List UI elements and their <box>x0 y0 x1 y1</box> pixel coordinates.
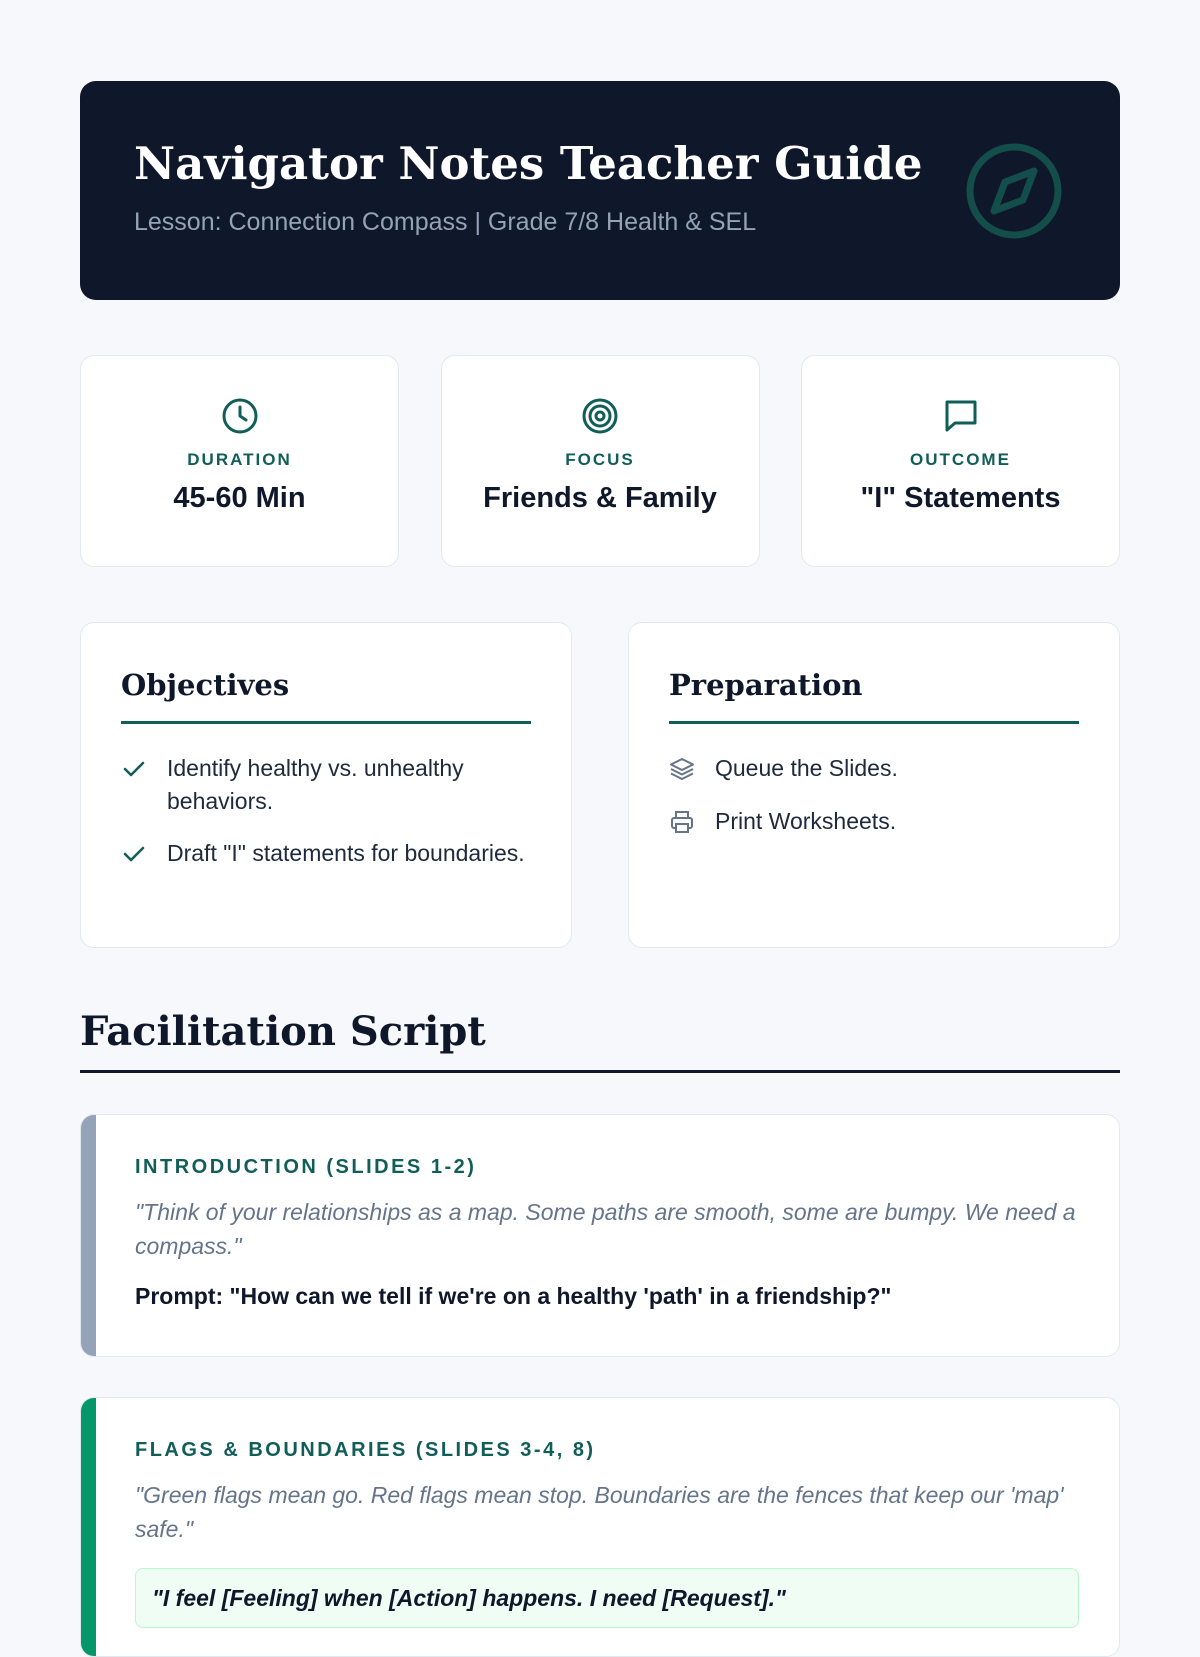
stat-value: 45-60 Min <box>173 482 306 514</box>
script-label: FLAGS & BOUNDARIES (SLIDES 3-4, 8) <box>135 1439 596 1461</box>
objectives-title: Objectives <box>121 665 531 724</box>
objective-text: Draft "I" statements for boundaries. <box>167 840 525 866</box>
facilitation-title: Facilitation Script <box>80 1008 1120 1073</box>
page-title: Navigator Notes Teacher Guide <box>134 137 923 190</box>
stat-outcome <box>801 355 1120 567</box>
stat-duration <box>80 355 399 567</box>
compass-icon <box>965 142 1063 240</box>
objectives-list <box>121 752 531 870</box>
printer-icon <box>669 809 695 835</box>
script-quote: "Think of your relationships as a map. Some paths are smooth, some are bumpy. We need a compass." <box>135 1199 1076 1259</box>
facilitation-script <box>80 1008 1120 1657</box>
check-icon <box>121 841 147 867</box>
script-section-flags-boundaries <box>80 1397 1120 1657</box>
script-section-introduction <box>80 1114 1120 1357</box>
preparation-text: Queue the Slides. <box>715 755 898 781</box>
list-item <box>121 752 531 818</box>
teacher-guide-page <box>80 0 1120 1657</box>
target-icon <box>580 396 620 436</box>
list-item <box>669 805 1079 838</box>
objective-text: Identify healthy vs. unhealthy behaviors. <box>167 755 464 814</box>
list-item <box>669 752 1079 785</box>
layers-icon <box>669 756 695 782</box>
clock-icon <box>220 396 260 436</box>
script-quote: "Green flags mean go. Red flags mean stop. Boundaries are the fences that keep our 'map' safe." <box>135 1482 1064 1542</box>
stat-label: OUTCOME <box>910 450 1011 469</box>
script-prompt: Prompt: "How can we tell if we're on a healthy 'path' in a friendship?" <box>135 1283 892 1309</box>
stat-label: FOCUS <box>565 450 635 469</box>
header-banner <box>80 81 1120 300</box>
objectives-card <box>80 622 572 948</box>
preparation-text: Print Worksheets. <box>715 808 897 834</box>
lesson-subtitle: Lesson: Connection Compass | Grade 7/8 Health & SEL <box>134 208 757 236</box>
stat-value: "I" Statements <box>860 482 1061 514</box>
check-icon <box>121 756 147 782</box>
preparation-card <box>628 622 1120 948</box>
preparation-title: Preparation <box>669 665 1079 724</box>
lesson-stats <box>80 355 1120 567</box>
list-item <box>121 837 531 870</box>
preparation-list <box>669 752 1079 838</box>
i-statement-template: "I feel [Feeling] when [Action] happens. I need [Request]." <box>135 1568 1079 1628</box>
stat-label: DURATION <box>187 450 292 469</box>
speech-bubble-icon <box>941 396 981 436</box>
stat-focus <box>441 355 760 567</box>
script-label: INTRODUCTION (SLIDES 1-2) <box>135 1156 477 1178</box>
objectives-preparation <box>80 622 1120 948</box>
stat-value: Friends & Family <box>483 482 717 514</box>
